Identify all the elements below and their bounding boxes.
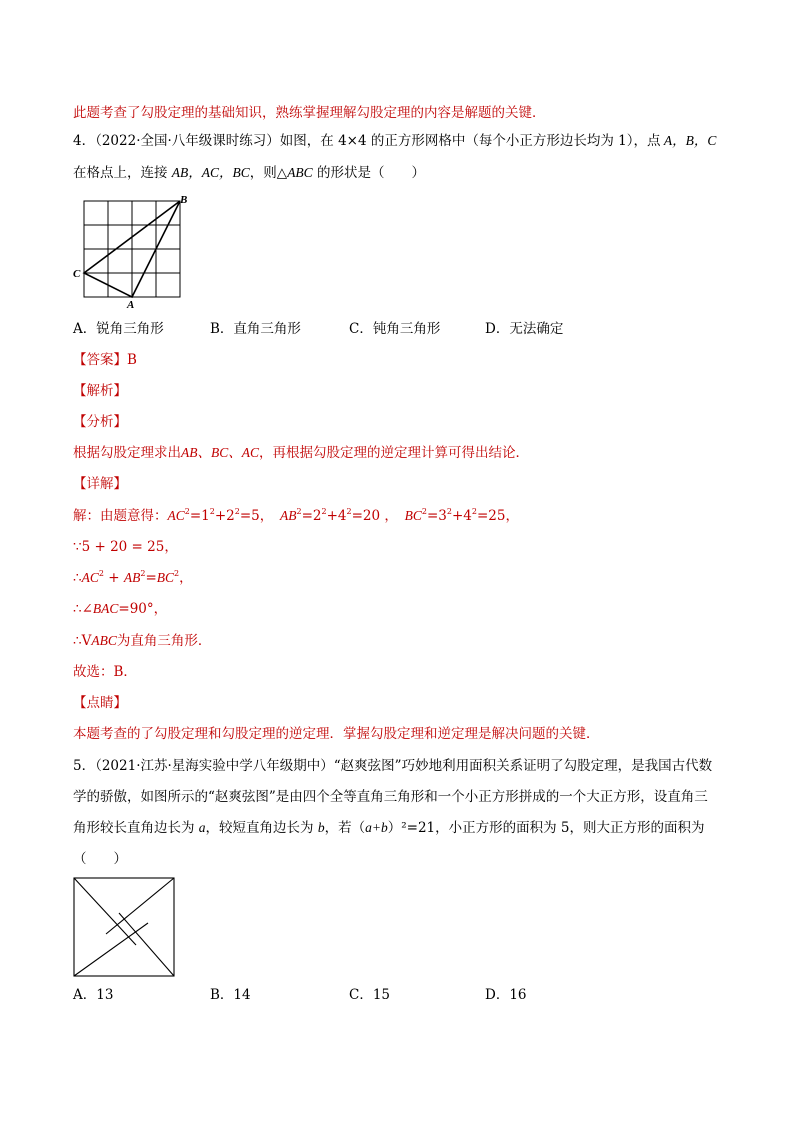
q4-dianjing-heading: 【点睛】 <box>73 695 127 711</box>
q5-var-a: a <box>198 820 206 835</box>
sol3-end: ， <box>179 570 193 586</box>
q4-stem-text: 4．（2022·全国·八年级课时练习）如图，在 4×4 的正方形网格中（每个小正方形边长均为 1），点 <box>73 133 661 149</box>
q4-analysis <box>73 444 529 462</box>
inner-line-2 <box>106 878 174 934</box>
q5-line3-prefix: 角形较长直角边长为 <box>73 820 199 836</box>
q4-solution-line6: 故选：B． <box>73 664 137 680</box>
q5-option-b: B．14 <box>210 987 251 1003</box>
q4-answer: 【答案】B <box>73 352 137 368</box>
q5-stem-line4: （ ） <box>73 851 127 867</box>
q4-jiexi-heading: 【解析】 <box>73 383 127 399</box>
q4-stem-line1 <box>73 132 716 150</box>
q5-line3-suffix: ）²=21，小正方形的面积为 5，则大正方形的面积为 <box>387 820 705 836</box>
q5-line3-mid: ，较短直角边长为 <box>205 820 318 836</box>
q4-option-b: B．直角三角形 <box>210 321 301 337</box>
sol1-ac-val2: +2 <box>214 508 235 524</box>
sol1-ac-res: =5， <box>239 508 274 524</box>
q4-stem-line2 <box>73 164 425 182</box>
q4-option-a: A．锐角三角形 <box>73 321 164 337</box>
inner-line-4 <box>74 923 148 976</box>
analysis-suffix: ，再根据勾股定理的逆定理计算可得出结论． <box>259 445 529 461</box>
sol1-ac-val: =1 <box>189 508 210 524</box>
inner-line-1 <box>74 878 136 945</box>
sol1-ab-val2: +4 <box>326 508 347 524</box>
q5-zhao-shuang-figure <box>70 875 180 980</box>
q4-stem-mid: ，则△ <box>249 165 288 181</box>
q5-stem-line1: 5．（2021·江苏·星海实验中学八年级期中）“赵爽弦图”巧妙地利用面积关系证明了勾股定理，是我国古代数 <box>73 758 713 774</box>
inner-line-3 <box>119 913 174 976</box>
q4-grid-figure <box>70 192 200 312</box>
sol5-tri: ABC <box>91 633 117 648</box>
q4-points: A，B，C <box>660 133 717 148</box>
q4-solution-line5 <box>73 632 211 650</box>
sol3-prefix: ∴ <box>73 570 82 586</box>
q4-xiangjie-heading: 【详解】 <box>73 476 127 492</box>
sol5-prefix: ∴V <box>73 633 92 649</box>
sol1-ac: AC <box>167 508 185 523</box>
label-a: A <box>127 299 135 311</box>
label-b: B <box>180 194 188 206</box>
sol1-ab-res: =20 ， <box>351 508 398 524</box>
q5-option-a: A．13 <box>73 987 114 1003</box>
sol1-bc: BC <box>404 508 422 523</box>
previous-summary: 此题考查了勾股定理的基础知识，熟练掌握理解勾股定理的内容是解题的关键． <box>73 105 546 121</box>
q4-solution-line4 <box>73 600 167 618</box>
q5-a-plus-b: a+b <box>365 820 388 835</box>
q4-option-c: C．钝角三角形 <box>349 321 441 337</box>
q5-stem-line3 <box>73 819 705 837</box>
sol3-eq: = <box>145 570 157 586</box>
q5-stem-line2: 学的骄傲，如图所示的“赵爽弦图”是由四个全等直角三角形和一个小正方形拼成的一个大正方形，设直角三 <box>73 789 708 805</box>
q4-triangle: ABC <box>287 165 313 180</box>
sol1-ab-val: =2 <box>301 508 322 524</box>
q4-solution-line1: 解：由题意得：$AC^2=1^2+2^2=5$， $AB^2=2^2+4^2=20$ ， $BC^2=3^2+4^2=25$， <box>73 507 519 524</box>
q5-option-c: C．15 <box>349 987 391 1003</box>
outer-square <box>74 878 174 976</box>
analysis-prefix: 根据勾股定理求出 <box>73 445 181 461</box>
sol1-ab: AB <box>280 508 297 523</box>
sol5-suffix: 为直角三角形． <box>116 633 212 649</box>
q4-solution-line2: ∵5 + 20 = 25， <box>73 539 178 555</box>
q4-segments: AB，AC，BC <box>171 165 250 180</box>
q4-fenxi-heading: 【分析】 <box>73 414 127 430</box>
q4-summary: 本题考查的了勾股定理和勾股定理的逆定理．掌握勾股定理和逆定理是解决问题的关键． <box>73 726 600 742</box>
sol4-prefix: ∴∠ <box>73 601 93 617</box>
q4-stem-text2: 在格点上，连接 <box>73 165 172 181</box>
grid-lines <box>84 201 180 297</box>
sol1-bc-res: =25， <box>477 508 519 524</box>
q5-var-b: b <box>317 820 325 835</box>
sol3-ab: AB <box>123 570 141 585</box>
q5-option-d: D．16 <box>485 987 527 1003</box>
q4-option-d: D．无法确定 <box>485 321 564 337</box>
sol1-bc-val2: +4 <box>452 508 472 524</box>
analysis-segments: AB、BC、AC <box>181 445 259 460</box>
q4-stem-suffix: 的形状是（ ） <box>312 165 425 181</box>
sol4-angle: BAC <box>92 601 119 616</box>
sol3-ac: AC <box>81 570 99 585</box>
sol3-plus: + <box>103 570 124 586</box>
q5-line3-mid2: ，若（ <box>324 820 366 836</box>
sol4-suffix: =90°， <box>118 601 168 617</box>
sol1-prefix: 解：由题意得： <box>73 508 168 524</box>
sol1-bc-val: =3 <box>427 508 447 524</box>
label-c: C <box>73 268 81 280</box>
sol3-bc: BC <box>156 570 175 585</box>
q4-solution-line3: $\therefore AC^2 + AB^2=BC^2$， <box>73 569 193 586</box>
